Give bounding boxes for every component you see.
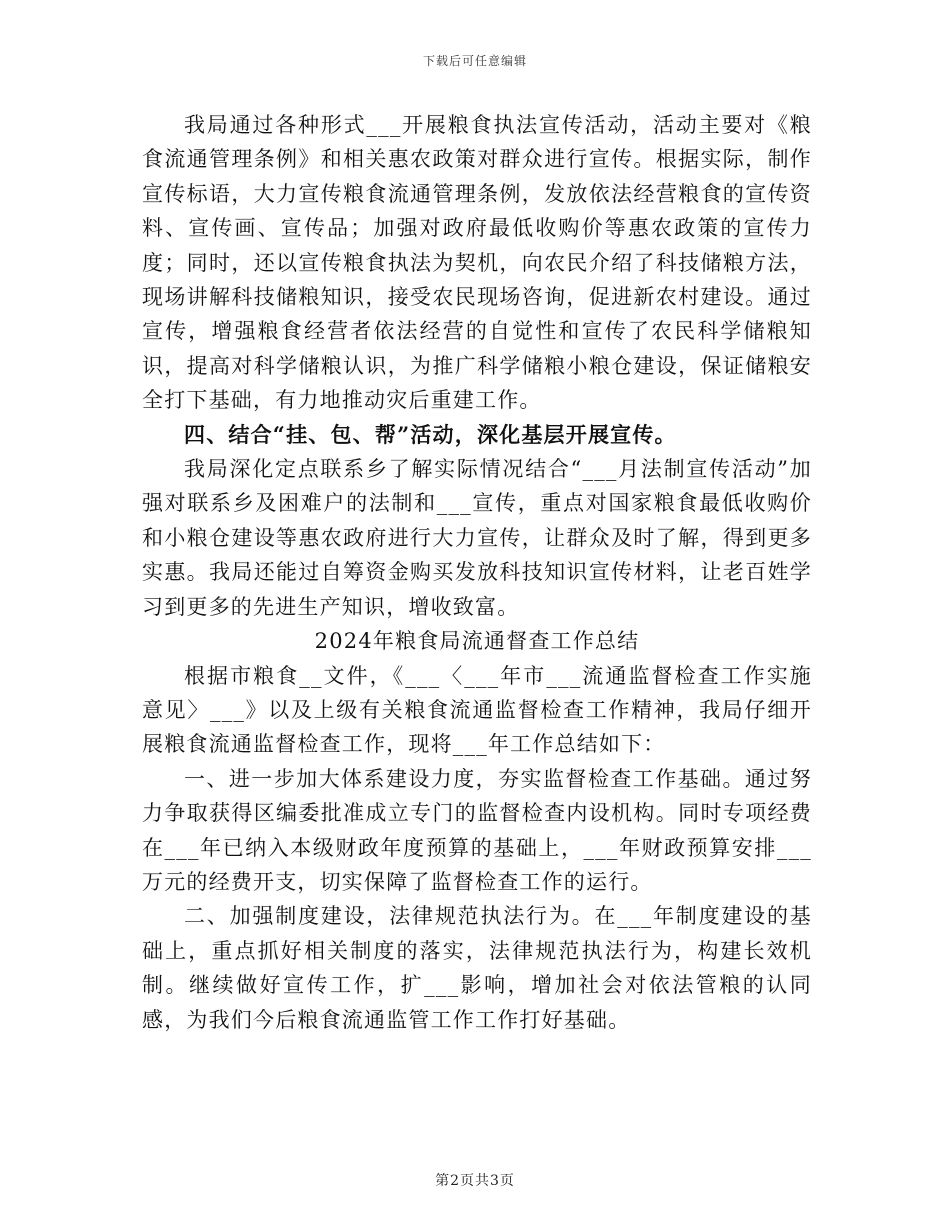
paragraph-grassroots-publicity: 我局深化定点联系乡了解实际情况结合“___月法制宣传活动”加强对联系乡及困难户的法制和___宣传，重点对国家粮食最低收购价和小粮仓建设等惠农政府进行大力宣传，让群众及时了解，得到更多实惠。我局还能过自筹资金购买发放科技知识宣传材料，让老百姓学习到更多的先进生产知识，增收致富。 [142, 457, 812, 619]
page-header: 下载后可任意编辑 [422, 54, 527, 68]
paragraph-intro: 根据市粮食__文件，《___〈___年市___流通监督检查工作实施意见〉___》以及上级有关粮食流通监督检查工作精神，我局仔细开展粮食流通监督检查工作，现将___年工作总结如下： [142, 663, 812, 757]
page-number: 第2页共3页 [435, 1173, 515, 1189]
paragraph-system-building: 一、进一步加大体系建设力度，夯实监督检查工作基础。通过努力争取获得区编委批准成立专门的监督检查内设机构。同时专项经费在___年已纳入本级财政年度预算的基础上，___年财政预算安排___万元的经费开支，切实保障了监督检查工作的运行。 [142, 766, 812, 894]
paragraph-publicity-activities: 我局通过各种形式___开展粮食执法宣传活动，活动主要对《粮食流通管理条例》和相关惠农政策对群众进行宣传。根据实际，制作宣传标语，大力宣传粮食流通管理条例，发放依法经营粮食的宣传资料、宣传画、宣传品；加强对政府最低收购价等惠农政策的宣传力度；同时，还以宣传粮食执法为契机，向农民介绍了科技储粮方法，现场讲解科技储粮知识，接受农民现场咨询，促进新农村建设。通过宣传，增强粮食经营者依法经营的自觉性和宣传了农民科学储粮知识，提高对科学储粮认识，为推广科学储粮小粮仓建设，保证储粮安全打下基础，有力地推动灾后重建工作。 [142, 113, 812, 413]
paragraph-institution-building: 二、加强制度建设，法律规范执法行为。在___年制度建设的基础上，重点抓好相关制度的落实，法律规范执法行为，构建长效机制。继续做好宣传工作，扩___影响，增加社会对依法管粮的认同感，为我们今后粮食流通监管工作工作打好基础。 [142, 904, 812, 1032]
document-body [142, 108, 812, 1037]
section-heading-four: 四、结合“挂、包、帮”活动，深化基层开展宣传。 [184, 421, 677, 447]
document-title: 2024年粮食局流通督查工作总结 [314, 629, 640, 654]
